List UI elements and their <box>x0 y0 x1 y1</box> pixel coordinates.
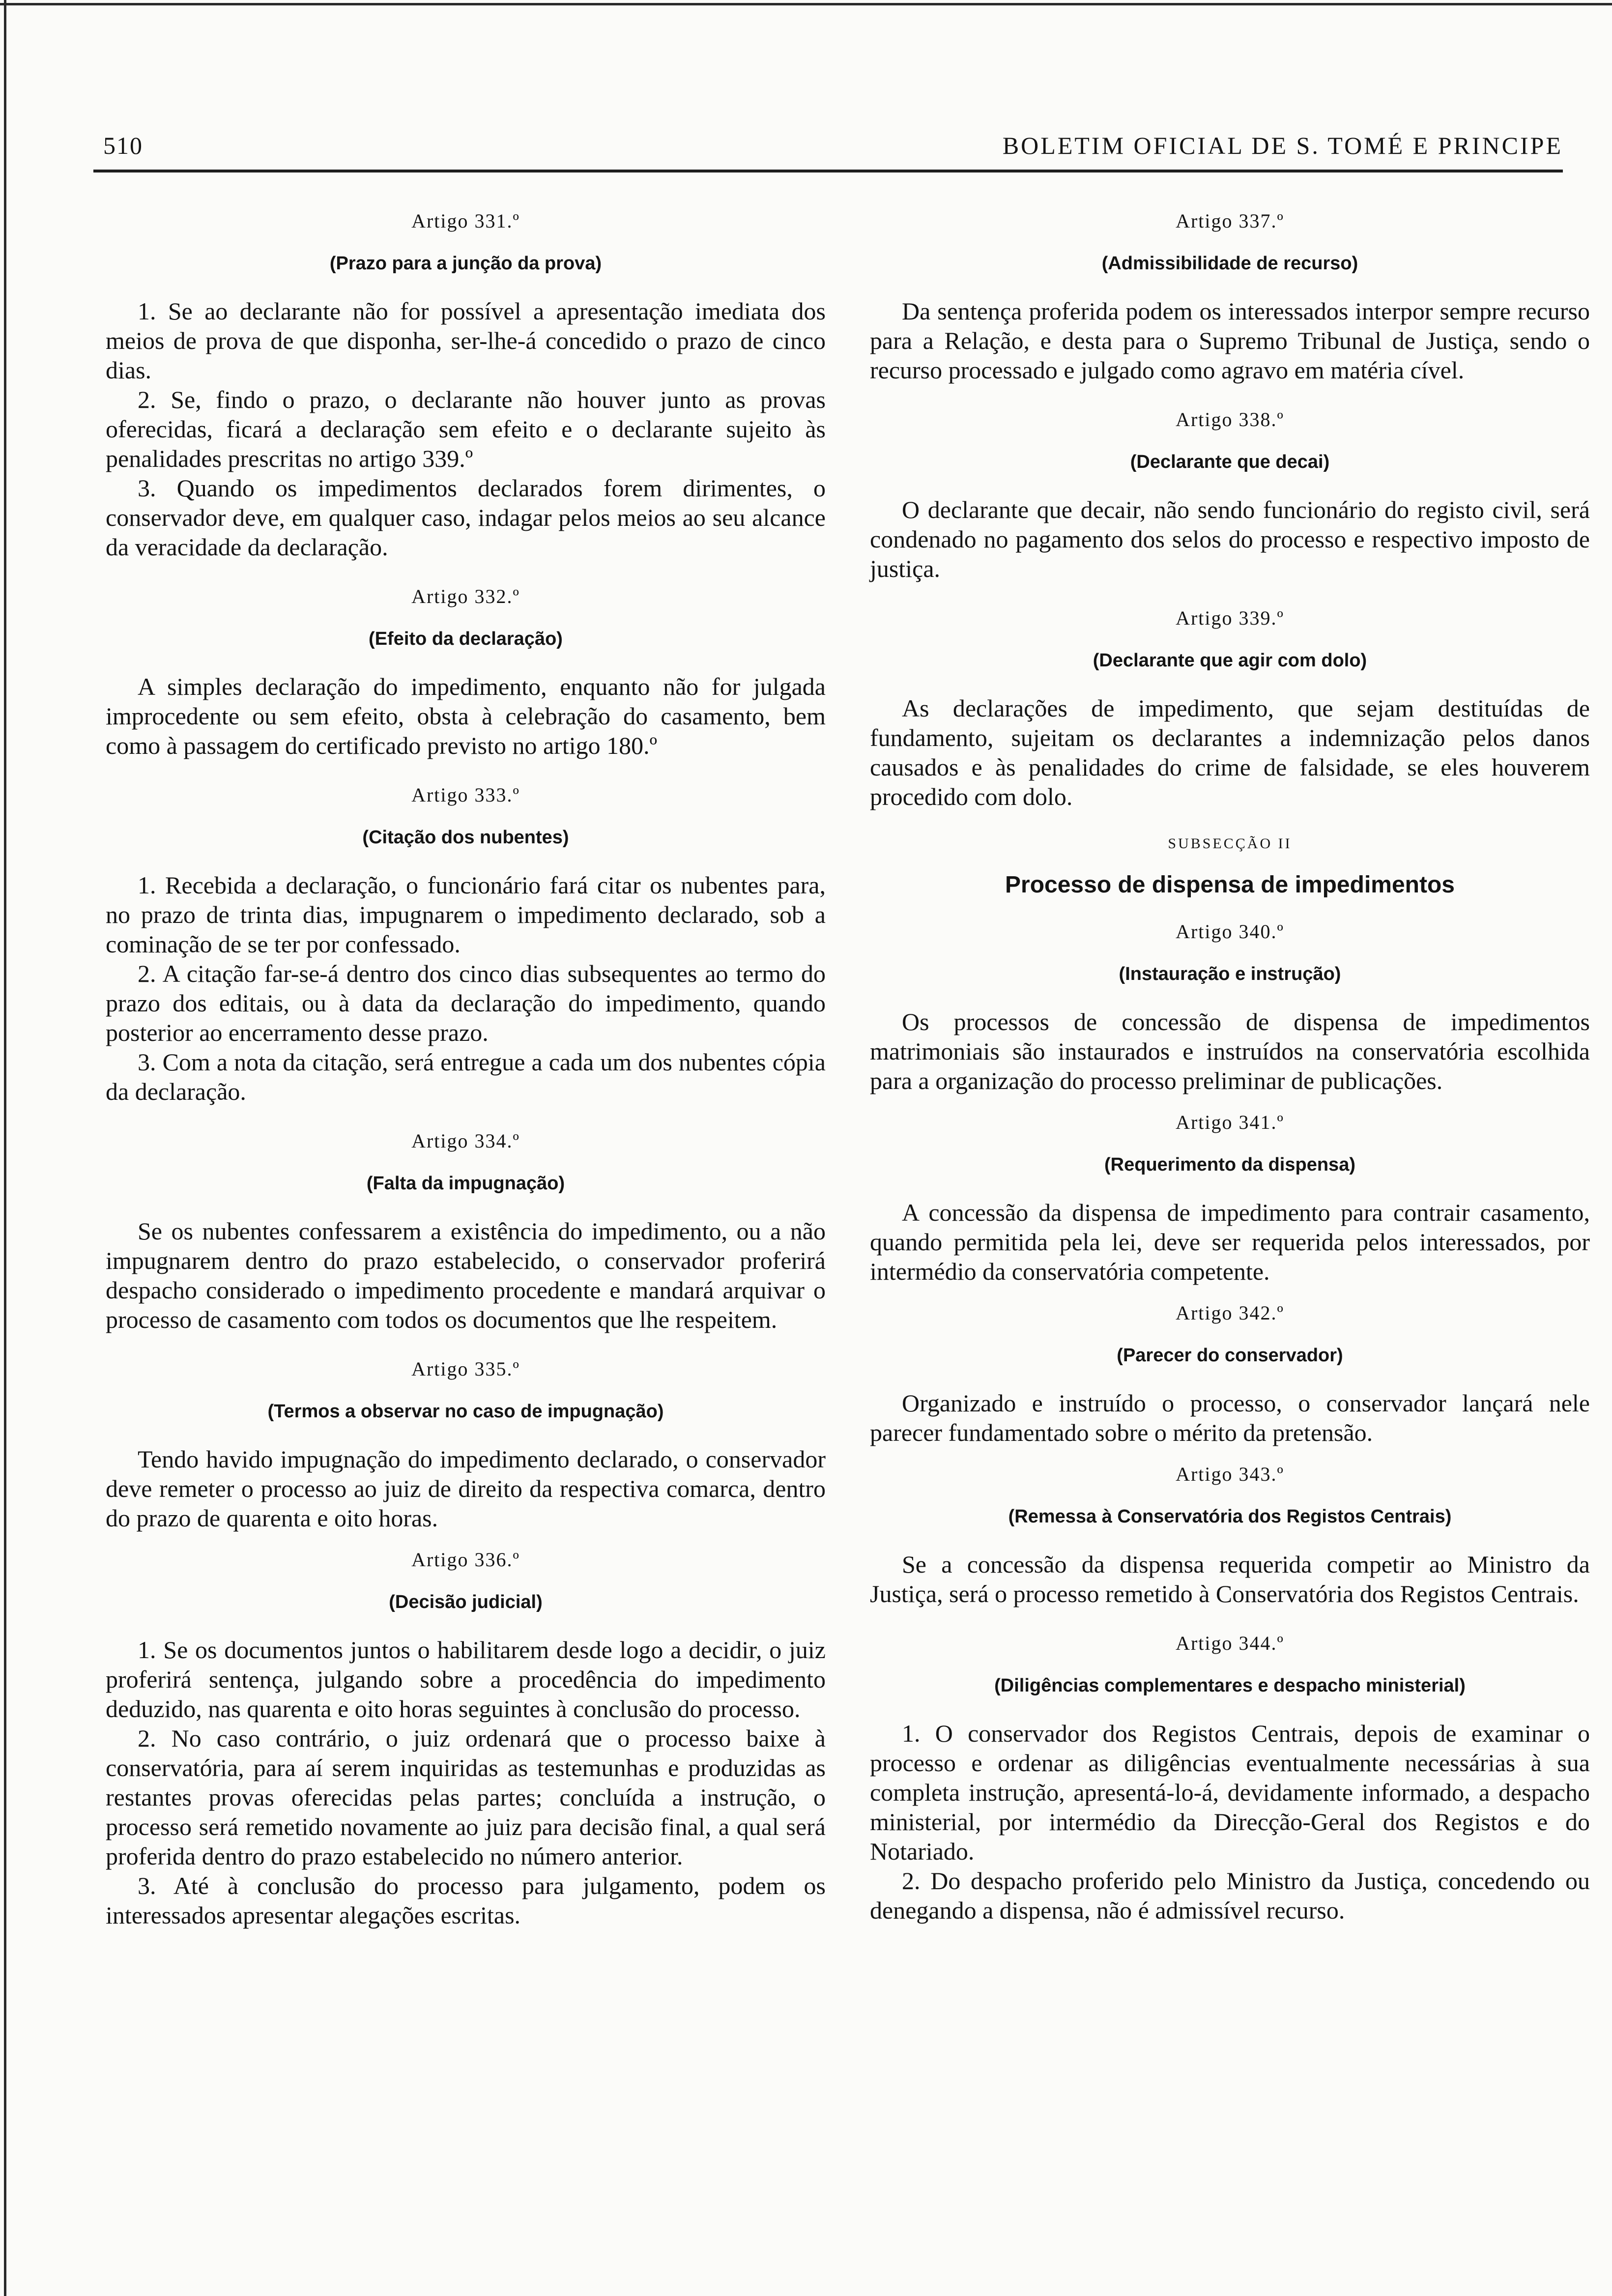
article-paragraph: 2. A citação far-se-á dentro dos cinco dias subsequentes ao termo do prazo dos editais, ou à data da declaração do impedimento, quando posterior ao encerramento desse prazo. <box>106 960 826 1046</box>
article-number: Artigo 334.º <box>411 1130 520 1152</box>
article-number: Artigo 341.º <box>1176 1111 1284 1133</box>
page-number: 510 <box>103 132 143 159</box>
article-339 <box>870 606 1590 811</box>
article-heading: (Falta da impugnação) <box>366 1173 565 1194</box>
article-335 <box>106 1357 826 1533</box>
article-paragraph: A concessão da dispensa de impedimento para contrair casamento, quando permitida pela lei, deve ser requerida pelos interessados, por intermédio da conservatória competente. <box>870 1199 1590 1285</box>
header-rule <box>93 170 1563 172</box>
article-342 <box>870 1301 1590 1447</box>
article-heading: (Instauração e instrução) <box>1119 964 1341 984</box>
subsection-title: Processo de dispensa de impedimentos <box>1005 872 1455 898</box>
left-column <box>106 209 826 1930</box>
article-number: Artigo 338.º <box>1176 408 1284 430</box>
article-heading: (Diligências complementares e despacho ministerial) <box>994 1675 1466 1696</box>
page-edge-left <box>4 0 6 2296</box>
page-edge-top <box>0 3 1612 5</box>
article-number: Artigo 335.º <box>411 1358 520 1380</box>
article-heading: (Decisão judicial) <box>389 1592 543 1612</box>
article-332 <box>106 584 826 760</box>
article-paragraph: Tendo havido impugnação do impedimento declarado, o conservador deve remeter o processo ao juiz de direito da respectiva comarca, dentro do prazo de quarenta e oito horas. <box>106 1445 826 1532</box>
running-title: BOLETIM OFICIAL DE S. TOMÉ E PRINCIPE <box>1002 132 1563 159</box>
article-number: Artigo 332.º <box>411 585 520 607</box>
article-number: Artigo 340.º <box>1176 920 1284 943</box>
article-334 <box>106 1129 826 1334</box>
article-number: Artigo 333.º <box>411 784 520 806</box>
article-paragraph: O declarante que decair, não sendo funcionário do registo civil, será condenado no pagamento dos selos do processo e respectivo imposto de justiça. <box>870 496 1590 582</box>
article-337 <box>870 209 1590 385</box>
article-heading: (Termos a observar no caso de impugnação) <box>267 1401 664 1422</box>
article-number: Artigo 342.º <box>1176 1302 1284 1324</box>
article-paragraph: 2. Do despacho proferido pelo Ministro da Justiça, concedendo ou denegando a dispensa, não é admissível recurso. <box>870 1867 1590 1924</box>
article-paragraph: 2. Se, findo o prazo, o declarante não houver junto as provas oferecidas, ficará a declaração sem efeito e o declarante sujeito às penalidades prescritas no artigo 339.º <box>106 386 826 472</box>
article-paragraph: 3. Quando os impedimentos declarados forem dirimentes, o conservador deve, em qualquer caso, indagar pelos meios ao seu alcance da veracidade da declaração. <box>106 474 826 561</box>
article-heading: (Efeito da declaração) <box>369 629 563 649</box>
article-paragraph: Se os nubentes confessarem a existência do impedimento, ou a não impugnarem dentro do prazo estabelecido, o conservador proferirá despacho considerado o impedimento procedente e mandará arquivar o processo de casamento com todos os documentos que lhe respeitem. <box>106 1217 826 1333</box>
article-paragraph: Os processos de concessão de dispensa de impedimentos matrimoniais são instaurados e instruídos na conservatória escolhida para a organização do processo preliminar de publicações. <box>870 1008 1590 1094</box>
article-331 <box>106 209 826 562</box>
subsection-label: SUBSECÇÃO II <box>1168 835 1292 852</box>
article-heading: (Requerimento da dispensa) <box>1104 1154 1355 1175</box>
article-number: Artigo 336.º <box>411 1549 520 1571</box>
article-340 <box>870 919 1590 1095</box>
article-paragraph: As declarações de impedimento, que sejam destituídas de fundamento, sujeitam os declarantes a indemnização pelos danos causados e às penalidades do crime de falsidade, se eles houverem procedido com dolo. <box>870 694 1590 810</box>
article-paragraph: 3. Com a nota da citação, será entregue a cada um dos nubentes cópia da declaração. <box>106 1048 826 1105</box>
article-heading: (Remessa à Conservatória dos Registos Centrais) <box>1008 1506 1452 1527</box>
article-paragraph: A simples declaração do impedimento, enquanto não for julgada improcedente ou sem efeito, obsta à celebração do casamento, bem como à passagem do certificado previsto no artigo 180.º <box>106 673 826 759</box>
article-338 <box>870 407 1590 583</box>
page-header <box>93 125 1563 165</box>
article-paragraph: Se a concessão da dispensa requerida competir ao Ministro da Justiça, será o processo remetido à Conservatória dos Registos Centrais. <box>870 1550 1590 1607</box>
article-number: Artigo 339.º <box>1176 607 1284 629</box>
article-344 <box>870 1631 1590 1925</box>
article-343 <box>870 1462 1590 1608</box>
article-heading: (Declarante que decai) <box>1130 452 1330 472</box>
article-341 <box>870 1110 1590 1286</box>
article-336 <box>106 1548 826 1930</box>
article-number: Artigo 344.º <box>1176 1632 1284 1654</box>
article-heading: (Citação dos nubentes) <box>362 827 569 848</box>
article-number: Artigo 331.º <box>411 210 520 232</box>
article-heading: (Prazo para a junção da prova) <box>329 253 602 274</box>
article-paragraph: 2. No caso contrário, o juiz ordenará que o processo baixe à conservatória, para aí serem inquiridas as testemunhas e produzidas as restantes provas oferecidas pelas partes; concluída a instrução, o processo será remetido novamente ao juiz para decisão final, a qual será proferida dentro do prazo estabelecido no número anterior. <box>106 1724 826 1870</box>
article-paragraph: 1. O conservador dos Registos Centrais, depois de examinar o processo e ordenar as diligências eventualmente necessárias à sua completa instrução, apresentá-lo-á, devidamente informado, a despacho ministerial, por intermédio da Direcção-Geral dos Registos e do Notariado. <box>870 1720 1590 1865</box>
article-333 <box>106 783 826 1106</box>
article-paragraph: 1. Se os documentos juntos o habilitarem desde logo a decidir, o juiz proferirá sentença, julgando sobre a procedência do impedimento deduzido, nas quarenta e oito horas seguintes à conclusão do processo. <box>106 1636 826 1722</box>
article-number: Artigo 337.º <box>1176 210 1284 232</box>
article-paragraph: 1. Se ao declarante não for possível a apresentação imediata dos meios de prova de que disponha, ser-lhe-á concedido o prazo de cinco dias. <box>106 297 826 384</box>
article-paragraph: Organizado e instruído o processo, o conservador lançará nele parecer fundamentado sobre o mérito da pretensão. <box>870 1389 1590 1446</box>
article-heading: (Declarante que agir com dolo) <box>1093 650 1367 671</box>
article-heading: (Parecer do conservador) <box>1117 1345 1343 1366</box>
right-column <box>870 209 1590 1925</box>
article-paragraph: 1. Recebida a declaração, o funcionário fará citar os nubentes para, no prazo de trinta dias, impugnarem o impedimento declarado, sob a cominação de se ter por confessado. <box>106 871 826 958</box>
article-number: Artigo 343.º <box>1176 1463 1284 1485</box>
article-paragraph: Da sentença proferida podem os interessados interpor sempre recurso para a Relação, e desta para o Supremo Tribunal de Justiça, sendo o recurso processado e julgado como agravo em matéria cível. <box>870 297 1590 384</box>
article-paragraph: 3. Até à conclusão do processo para julgamento, podem os interessados apresentar alegações escritas. <box>106 1872 826 1929</box>
article-heading: (Admissibilidade de recurso) <box>1101 253 1358 274</box>
